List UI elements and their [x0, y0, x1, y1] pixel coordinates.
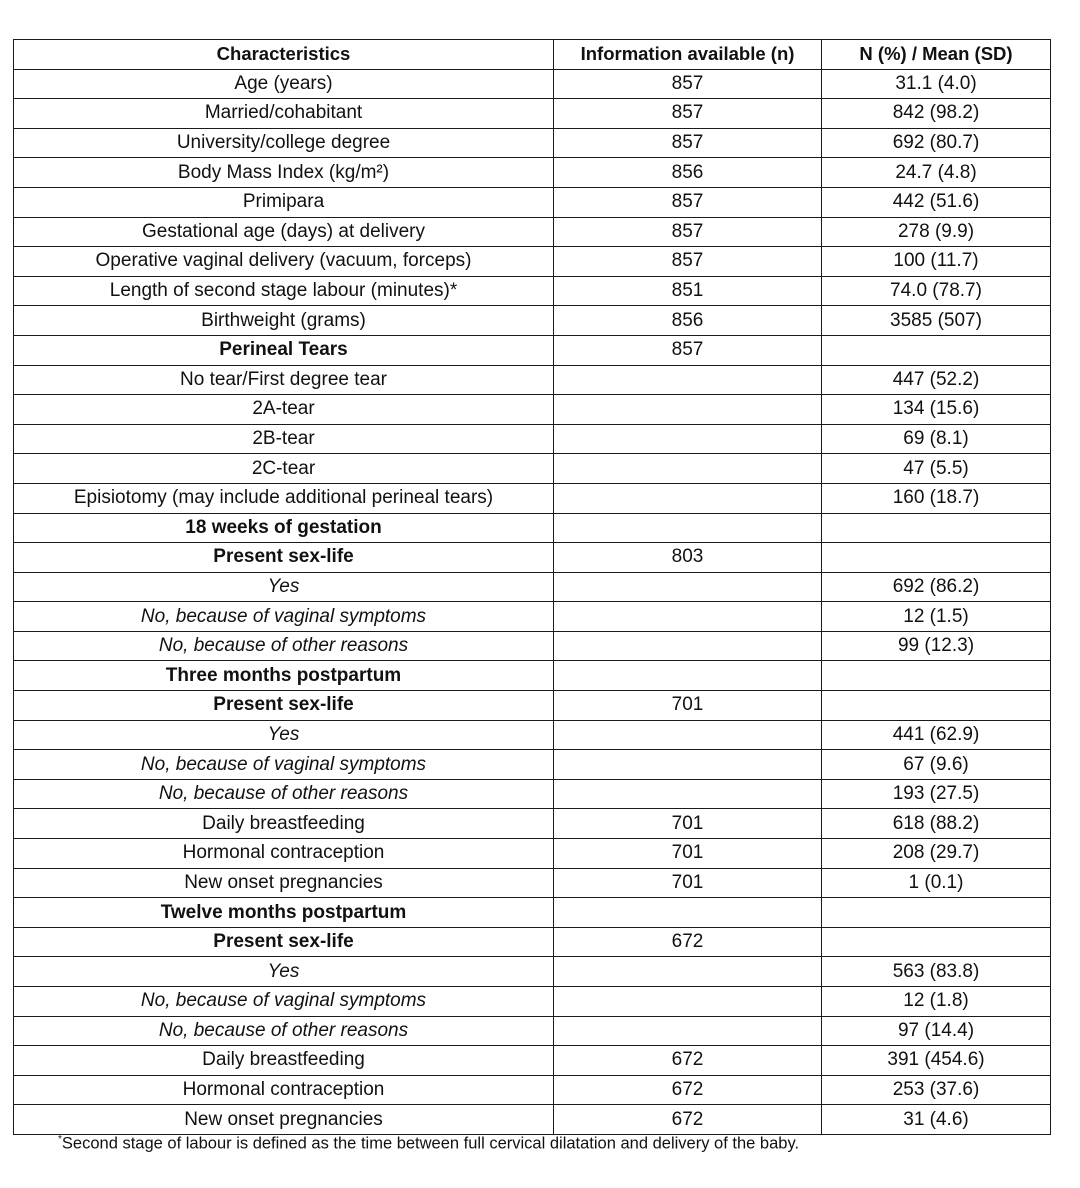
cell-value: 31 (4.6) [822, 1105, 1051, 1135]
cell-characteristic: No, because of other reasons [14, 631, 554, 661]
table-row [14, 720, 1051, 750]
cell-value: 442 (51.6) [822, 187, 1051, 217]
cell-information-available: 701 [554, 868, 822, 898]
table-row [14, 779, 1051, 809]
cell-characteristic: Yes [14, 720, 554, 750]
cell-value: 67 (9.6) [822, 750, 1051, 780]
cell-characteristic: No, because of vaginal symptoms [14, 750, 554, 780]
cell-value: 99 (12.3) [822, 631, 1051, 661]
header-row [14, 40, 1051, 70]
cell-characteristic: Yes [14, 572, 554, 602]
table-row [14, 691, 1051, 721]
cell-characteristic: Body Mass Index (kg/m²) [14, 158, 554, 188]
cell-characteristic: Perineal Tears [14, 335, 554, 365]
cell-characteristic: Episiotomy (may include additional perineal tears) [14, 483, 554, 513]
cell-value: 208 (29.7) [822, 839, 1051, 869]
cell-information-available [554, 898, 822, 928]
table-row [14, 1046, 1051, 1076]
cell-value: 74.0 (78.7) [822, 276, 1051, 306]
table-row [14, 543, 1051, 573]
table-row [14, 750, 1051, 780]
cell-information-available: 672 [554, 1105, 822, 1135]
cell-characteristic: 2A-tear [14, 395, 554, 425]
characteristics-table [13, 39, 1051, 1135]
cell-value [822, 691, 1051, 721]
cell-information-available [554, 1016, 822, 1046]
table-body [14, 69, 1051, 1134]
table-row [14, 631, 1051, 661]
table-row [14, 572, 1051, 602]
cell-characteristic: Primipara [14, 187, 554, 217]
cell-information-available: 857 [554, 217, 822, 247]
cell-information-available: 857 [554, 128, 822, 158]
cell-characteristic: No, because of other reasons [14, 779, 554, 809]
cell-characteristic: New onset pregnancies [14, 1105, 554, 1135]
table-row [14, 365, 1051, 395]
cell-value: 97 (14.4) [822, 1016, 1051, 1046]
cell-information-available [554, 483, 822, 513]
footnote-text: Second stage of labour is defined as the time between full cervical dilatation and delivery of the baby. [61, 1134, 800, 1153]
cell-value: 160 (18.7) [822, 483, 1051, 513]
cell-characteristic: Present sex-life [14, 927, 554, 957]
cell-value: 842 (98.2) [822, 99, 1051, 129]
table-row [14, 1016, 1051, 1046]
footnote-marker: * [58, 1134, 62, 1145]
characteristics-table-container [13, 39, 1050, 1135]
cell-characteristic: Yes [14, 957, 554, 987]
cell-information-available [554, 987, 822, 1017]
table-row [14, 247, 1051, 277]
cell-value [822, 543, 1051, 573]
cell-characteristic: Daily breastfeeding [14, 1046, 554, 1076]
cell-information-available: 803 [554, 543, 822, 573]
cell-value: 618 (88.2) [822, 809, 1051, 839]
cell-characteristic: Married/cohabitant [14, 99, 554, 129]
cell-information-available: 857 [554, 247, 822, 277]
cell-information-available [554, 395, 822, 425]
table-row [14, 868, 1051, 898]
cell-value: 253 (37.6) [822, 1075, 1051, 1105]
cell-characteristic: Twelve months postpartum [14, 898, 554, 928]
cell-information-available [554, 957, 822, 987]
cell-information-available [554, 661, 822, 691]
header-characteristics: Characteristics [14, 40, 554, 70]
cell-value: 193 (27.5) [822, 779, 1051, 809]
cell-value: 278 (9.9) [822, 217, 1051, 247]
cell-characteristic: 2B-tear [14, 424, 554, 454]
table-row [14, 276, 1051, 306]
table-row [14, 158, 1051, 188]
table-row [14, 128, 1051, 158]
table-header [14, 40, 1051, 70]
table-row [14, 69, 1051, 99]
cell-information-available [554, 513, 822, 543]
cell-value: 563 (83.8) [822, 957, 1051, 987]
cell-information-available: 857 [554, 69, 822, 99]
cell-value: 391 (454.6) [822, 1046, 1051, 1076]
footnote [58, 1134, 799, 1154]
table-row [14, 987, 1051, 1017]
cell-information-available [554, 572, 822, 602]
header-information-available: Information available (n) [554, 40, 822, 70]
cell-characteristic: 18 weeks of gestation [14, 513, 554, 543]
cell-information-available: 672 [554, 1046, 822, 1076]
cell-information-available [554, 750, 822, 780]
header-n-percent-mean-sd: N (%) / Mean (SD) [822, 40, 1051, 70]
cell-information-available [554, 720, 822, 750]
cell-information-available: 856 [554, 158, 822, 188]
cell-characteristic: Hormonal contraception [14, 1075, 554, 1105]
cell-information-available: 672 [554, 1075, 822, 1105]
table-row [14, 898, 1051, 928]
cell-characteristic: Hormonal contraception [14, 839, 554, 869]
cell-characteristic: Length of second stage labour (minutes)* [14, 276, 554, 306]
cell-characteristic: No tear/First degree tear [14, 365, 554, 395]
cell-value: 69 (8.1) [822, 424, 1051, 454]
cell-value: 692 (86.2) [822, 572, 1051, 602]
cell-information-available: 851 [554, 276, 822, 306]
cell-characteristic: No, because of vaginal symptoms [14, 602, 554, 632]
table-row [14, 306, 1051, 336]
table-row [14, 424, 1051, 454]
table-row [14, 483, 1051, 513]
cell-value: 441 (62.9) [822, 720, 1051, 750]
cell-information-available: 856 [554, 306, 822, 336]
table-row [14, 1105, 1051, 1135]
table-row [14, 927, 1051, 957]
table-row [14, 99, 1051, 129]
cell-characteristic: No, because of vaginal symptoms [14, 987, 554, 1017]
cell-value: 24.7 (4.8) [822, 158, 1051, 188]
cell-characteristic: Present sex-life [14, 543, 554, 573]
table-row [14, 839, 1051, 869]
table-row [14, 395, 1051, 425]
cell-information-available [554, 365, 822, 395]
cell-value: 47 (5.5) [822, 454, 1051, 484]
cell-value: 692 (80.7) [822, 128, 1051, 158]
cell-characteristic: Daily breastfeeding [14, 809, 554, 839]
table-row [14, 217, 1051, 247]
cell-information-available: 701 [554, 839, 822, 869]
table-row [14, 661, 1051, 691]
cell-value [822, 513, 1051, 543]
cell-value: 100 (11.7) [822, 247, 1051, 277]
cell-information-available [554, 779, 822, 809]
cell-characteristic: New onset pregnancies [14, 868, 554, 898]
cell-value: 3585 (507) [822, 306, 1051, 336]
cell-information-available: 857 [554, 99, 822, 129]
cell-information-available: 672 [554, 927, 822, 957]
cell-characteristic: Gestational age (days) at delivery [14, 217, 554, 247]
cell-value: 134 (15.6) [822, 395, 1051, 425]
cell-information-available [554, 631, 822, 661]
cell-information-available: 857 [554, 187, 822, 217]
cell-characteristic: Birthweight (grams) [14, 306, 554, 336]
table-row [14, 809, 1051, 839]
table-row [14, 454, 1051, 484]
cell-information-available [554, 454, 822, 484]
cell-information-available: 701 [554, 809, 822, 839]
cell-information-available: 701 [554, 691, 822, 721]
cell-characteristic: Present sex-life [14, 691, 554, 721]
cell-value [822, 927, 1051, 957]
cell-value: 31.1 (4.0) [822, 69, 1051, 99]
cell-information-available: 857 [554, 335, 822, 365]
table-row [14, 1075, 1051, 1105]
cell-characteristic: No, because of other reasons [14, 1016, 554, 1046]
table-row [14, 335, 1051, 365]
cell-characteristic: University/college degree [14, 128, 554, 158]
cell-value: 447 (52.2) [822, 365, 1051, 395]
table-row [14, 187, 1051, 217]
table-row [14, 513, 1051, 543]
cell-characteristic: Age (years) [14, 69, 554, 99]
cell-characteristic: Three months postpartum [14, 661, 554, 691]
cell-value [822, 898, 1051, 928]
cell-characteristic: 2C-tear [14, 454, 554, 484]
cell-value [822, 335, 1051, 365]
cell-value [822, 661, 1051, 691]
cell-value: 12 (1.8) [822, 987, 1051, 1017]
cell-information-available [554, 424, 822, 454]
table-row [14, 957, 1051, 987]
cell-information-available [554, 602, 822, 632]
table-row [14, 602, 1051, 632]
cell-characteristic: Operative vaginal delivery (vacuum, forceps) [14, 247, 554, 277]
cell-value: 12 (1.5) [822, 602, 1051, 632]
cell-value: 1 (0.1) [822, 868, 1051, 898]
